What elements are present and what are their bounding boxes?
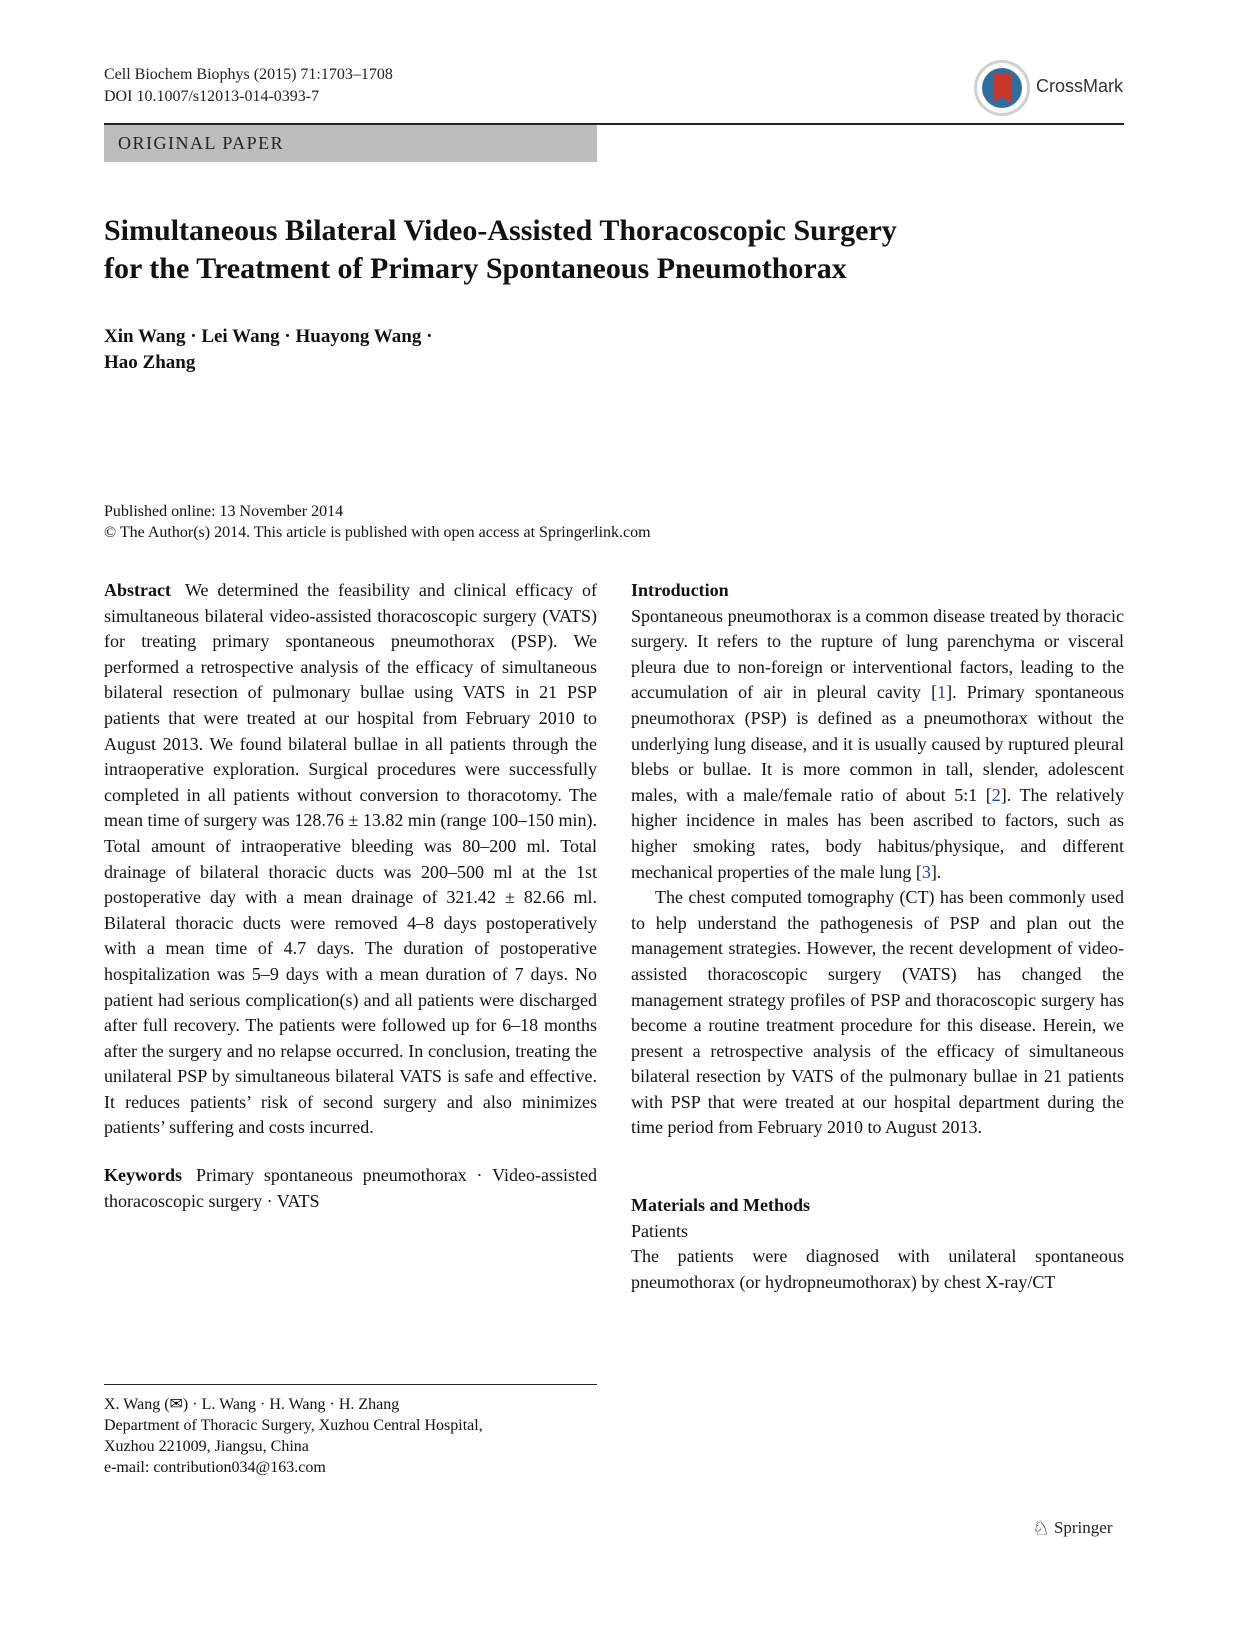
footnote-department: Department of Thoracic Surgery, Xuzhou Central Hospital, xyxy=(104,1417,483,1434)
doi-line[interactable]: DOI 10.1007/s12013-014-0393-7 xyxy=(104,88,320,105)
left-column xyxy=(104,578,597,1214)
methods-heading: Materials and Methods xyxy=(631,1195,810,1216)
springer-horse-icon: ♘ xyxy=(1032,1518,1050,1540)
intro-text: Spontaneous pneumothorax is a common disease treated by thoracic surgery. It refers to the rupture of lung parenchyma or visceral pleura due to non-foreign or interventional factors, leading to the accumulation of air in pleural cavity [ xyxy=(631,605,1124,703)
abstract-text: We determined the feasibility and clinical efficacy of simultaneous bilateral video-assisted thoracoscopic surgery (VATS) for treating primary spontaneous pneumothorax (PSP). We performed a retrospective analysis of the efficacy of simultaneous bilateral resection of pulmonary bullae using VATS in 21 PSP patients that were treated at our hospital from February 2010 to August 2013. We found bilateral bullae in all patients through the intraoperative exploration. Surgical procedures were successfully completed in all patients without conversion to thoracotomy. The mean time of surgery was 128.76 ± 13.82 min (range 100–150 min). Total amount of intraoperative bleeding was 80–200 ml. Total drainage of bilateral thoracic ducts was 200–500 ml at the 1st postoperative day with a mean drainage of 321.42 ± 82.66 ml. Bilateral thoracic ducts were removed 4–8 days postoperatively with a mean time of 4.7 days. The duration of postoperative hospitalization was 5–9 days with a mean duration of 7 days. No patient had serious complication(s) and all patients were discharged after full recovery. The patients were followed up for 6–18 months after the surgery and no relapse occurred. In conclusion, treating the unilateral PSP by simultaneous bilateral VATS is safe and effective. It reduces patients’ risk of second surgery and also minimizes patients’ suffering and costs incurred. xyxy=(104,580,597,1138)
footnote-email[interactable]: e-mail: contribution034@163.com xyxy=(104,1459,326,1476)
footnote-address: Xuzhou 221009, Jiangsu, China xyxy=(104,1438,309,1455)
authors-line: Xin Wang · Lei Wang · Huayong Wang · xyxy=(104,326,433,347)
published-date: Published online: 13 November 2014 xyxy=(104,503,344,520)
intro-text: ]. The relatively higher incidence in males has been ascribed to factors, such as higher smoking rates, body habitus/physique, and different mechanical properties of the male lung [ xyxy=(631,784,1124,882)
footnote-divider xyxy=(104,1384,597,1385)
citation-link[interactable]: 2 xyxy=(991,784,1001,805)
copyright-line: © The Author(s) 2014. This article is published with open access at Springerlink.com xyxy=(104,524,651,541)
publisher-logo xyxy=(1032,1516,1112,1541)
right-column xyxy=(631,578,1124,1295)
citation-link[interactable]: 1 xyxy=(937,682,947,703)
authors-line: Hao Zhang xyxy=(104,352,196,373)
crossmark-badge[interactable] xyxy=(974,60,1124,118)
introduction-paragraph: The chest computed tomography (CT) has been commonly used to help understand the pathogenesis of PSP and plan out the management strategies. However, the recent development of video-assisted thoracoscopic surgery (VATS) has changed the management strategy profiles of PSP and thoracoscopic surgery has become a routine treatment procedure for this disease. Herein, we present a retrospective analysis of the efficacy of simultaneous bilateral resection by VATS of the pulmonary bullae in 21 patients with PSP that were treated at our hospital department during the time period from February 2010 to August 2013. xyxy=(631,887,1124,1138)
article-type-tag: ORIGINAL PAPER xyxy=(104,125,597,162)
title-line: Simultaneous Bilateral Video-Assisted Thoracoscopic Surgery xyxy=(104,214,897,247)
citation-link[interactable]: 3 xyxy=(921,861,931,882)
crossmark-icon xyxy=(974,60,1030,116)
publication-info xyxy=(104,501,1124,543)
publisher-name: Springer xyxy=(1053,1518,1113,1537)
journal-citation xyxy=(104,64,393,108)
methods-paragraph: The patients were diagnosed with unilateral spontaneous pneumothorax (or hydropneumothorax) by chest X-ray/CT xyxy=(631,1246,1124,1292)
abstract xyxy=(104,578,597,1141)
journal-line: Cell Biochem Biophys (2015) 71:1703–1708 xyxy=(104,66,393,83)
footnote-authors: X. Wang (✉) · L. Wang · H. Wang · H. Zhang xyxy=(104,1396,400,1413)
author-list xyxy=(104,324,604,376)
title-line: for the Treatment of Primary Spontaneous Pneumothorax xyxy=(104,252,847,285)
crossmark-label: CrossMark xyxy=(1036,76,1124,96)
patients-subheading: Patients xyxy=(631,1220,688,1241)
keywords xyxy=(104,1163,597,1214)
intro-text: ]. xyxy=(930,861,942,882)
keywords-text: Primary spontaneous pneumothorax · Video-assisted thoracoscopic surgery · VATS xyxy=(104,1165,597,1211)
introduction-heading: Introduction xyxy=(631,580,729,600)
intro-text: ]. Primary spontaneous pneumothorax (PSP) is defined as a pneumothorax without the underlying lung disease, and it is usually caused by ruptured pleural blebs or bullae. It is more common in tall, slender, adolescent males, with a male/female ratio of about 5:1 [ xyxy=(631,682,1124,805)
abstract-heading: Abstract xyxy=(104,580,171,600)
introduction-paragraph xyxy=(631,604,1124,886)
keywords-heading: Keywords xyxy=(104,1165,182,1186)
article-title xyxy=(104,212,1124,288)
author-affiliation xyxy=(104,1394,597,1478)
